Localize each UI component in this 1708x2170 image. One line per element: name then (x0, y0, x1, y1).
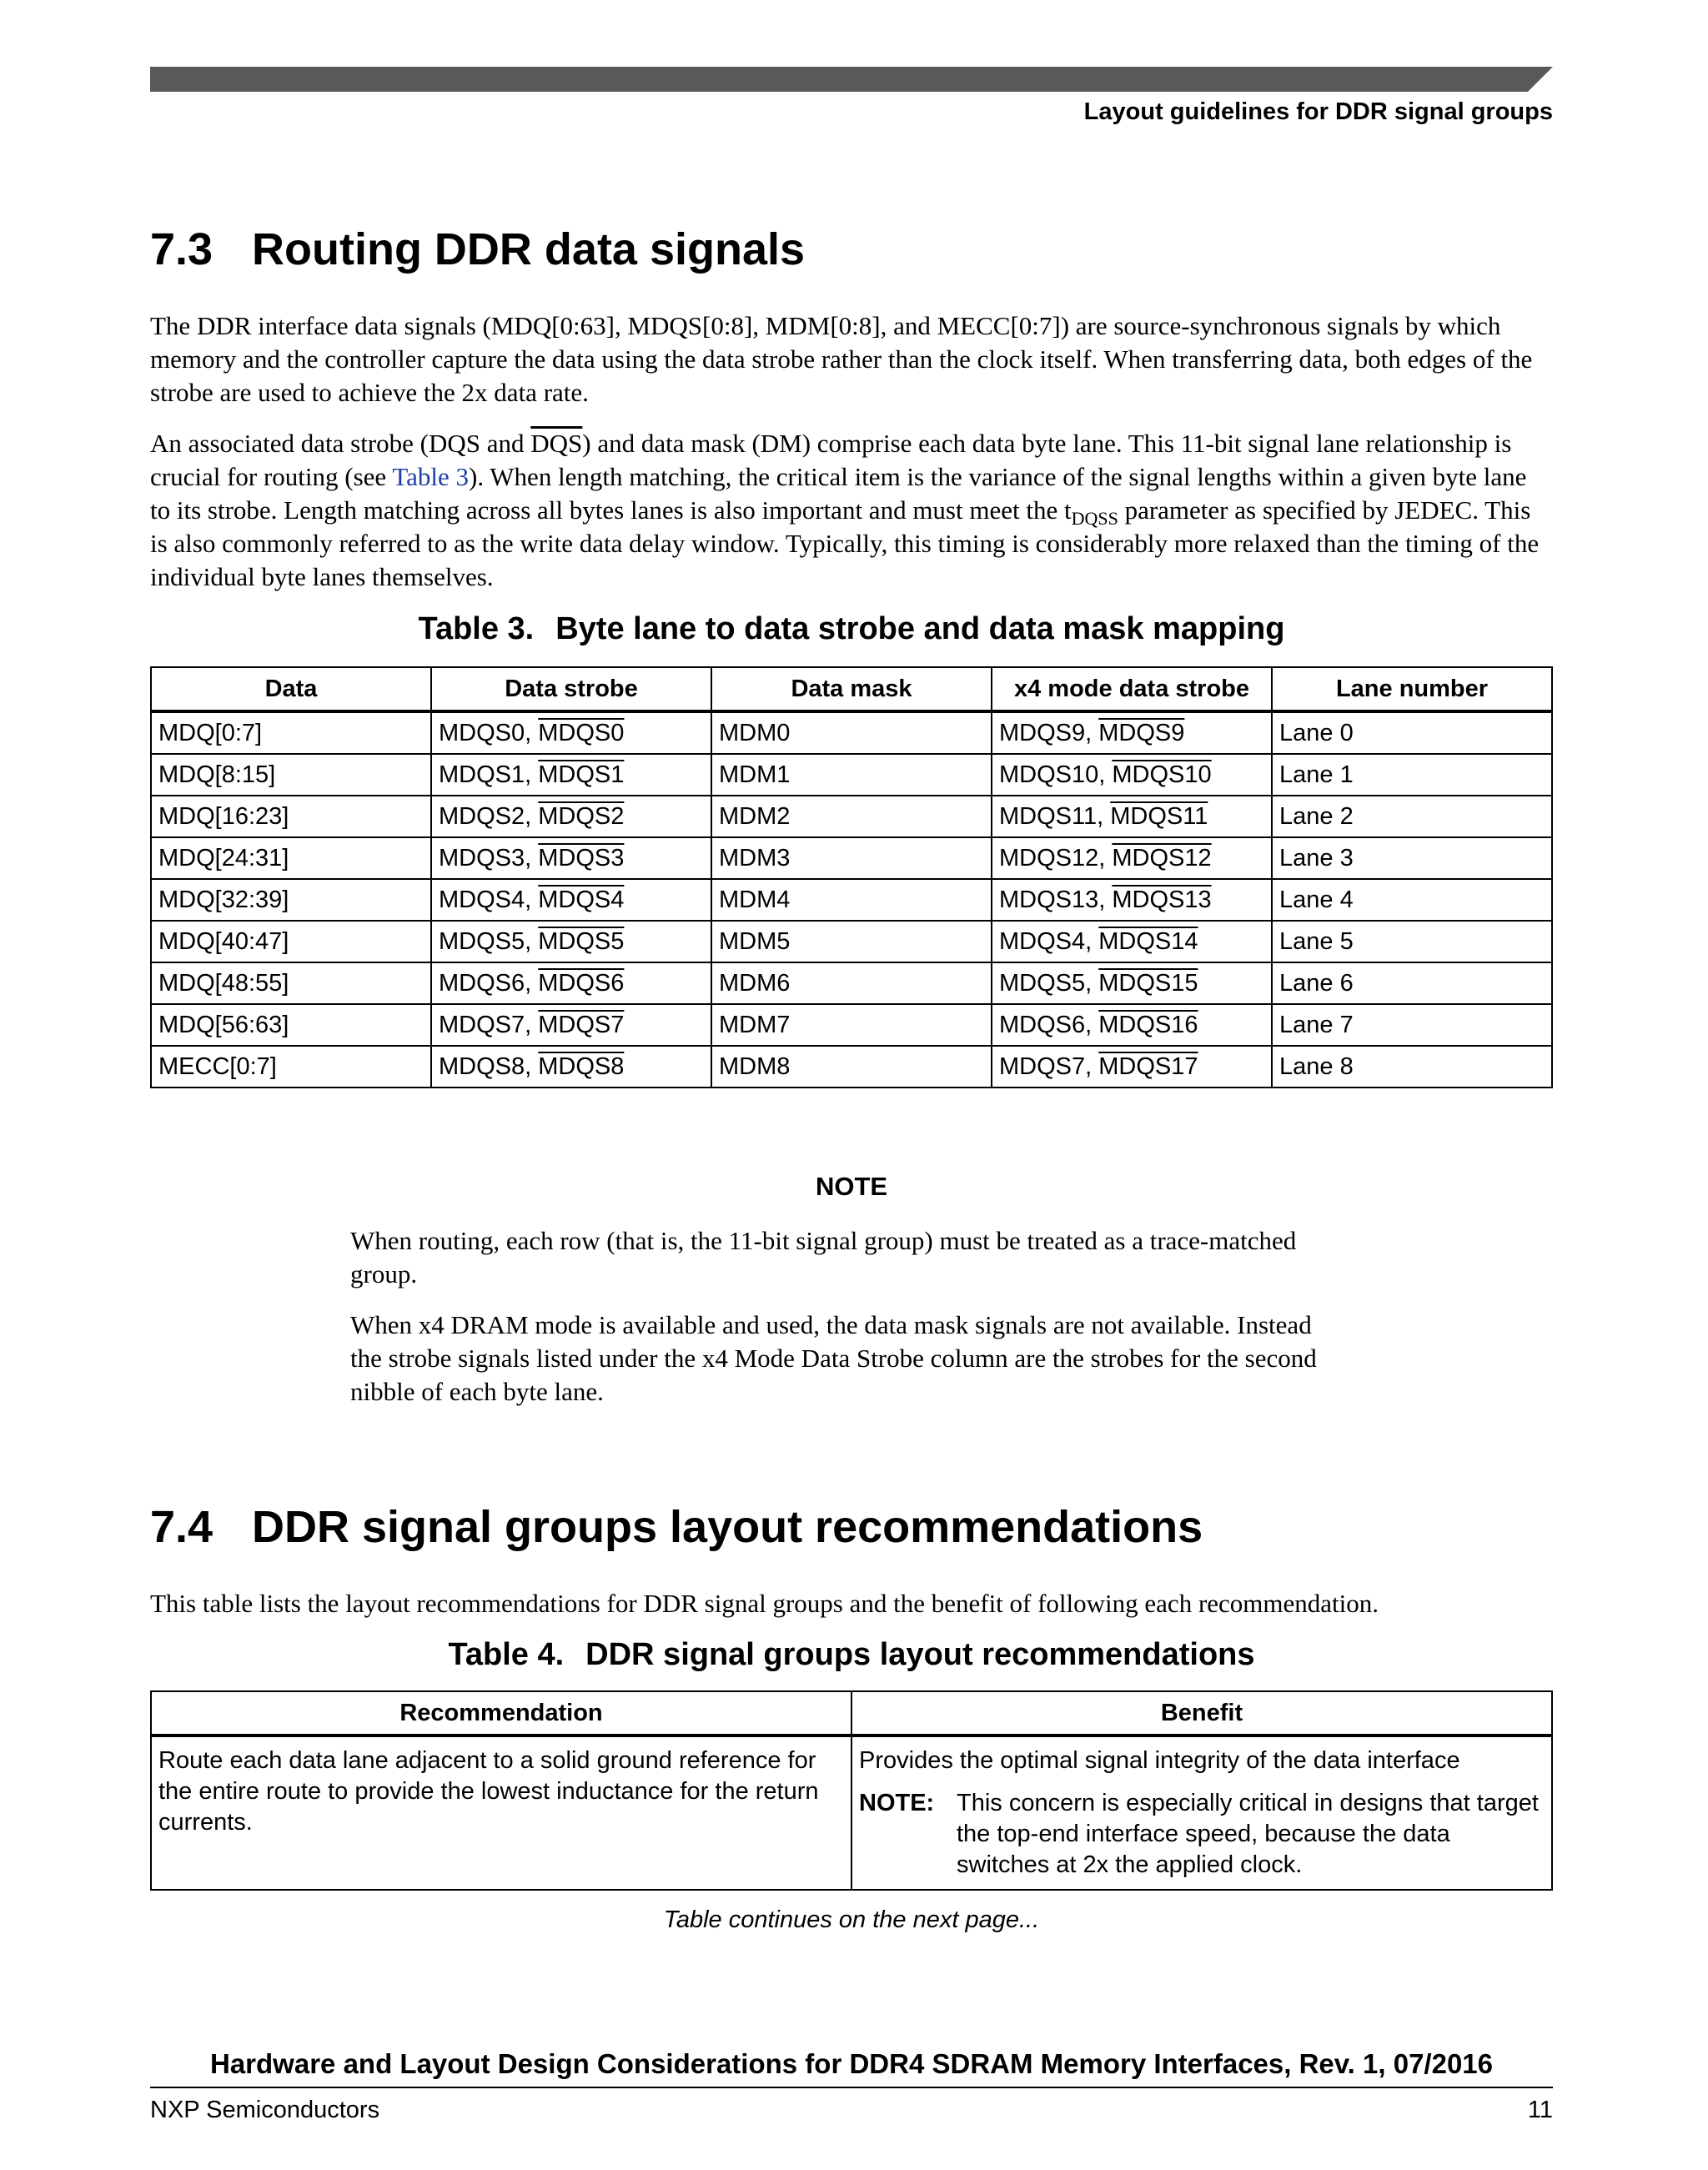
note-title: NOTE (815, 1172, 888, 1201)
table-row (151, 837, 1552, 879)
strobe-bar-text: MDQS1 (538, 761, 625, 788)
cell-mask: MDM2 (711, 796, 992, 837)
strobe-bar-text: MDQS3 (538, 844, 625, 872)
table-title: DDR signal groups layout recommendations (585, 1637, 1255, 1672)
column-header: Data mask (711, 667, 992, 711)
table-row (151, 962, 1552, 1004)
table-number: Table 3. (418, 611, 535, 646)
table-row (151, 711, 1552, 754)
cell-mask: MDM3 (711, 837, 992, 879)
cell-x4 (992, 921, 1272, 962)
cell-strobe (431, 1004, 711, 1046)
text-run: An associated data strobe (DQS and (150, 429, 531, 458)
benefit-text: Provides the optimal signal integrity of the data interface (859, 1747, 1460, 1774)
table-row (151, 1004, 1552, 1046)
text-run: ). When length matching, the critical item is the variance of the signal lengths within a given byte lane to its strobe. Length matching across all bytes lanes is also important and must meet the t (150, 462, 1527, 525)
strobe-text: MDQS0, (439, 719, 539, 746)
table-title: Byte lane to data strobe and data mask mapping (555, 611, 1285, 646)
cell-mask: MDM6 (711, 962, 992, 1004)
header-bar (150, 67, 1553, 92)
cell-mask: MDM1 (711, 754, 992, 796)
x4-text: MDQS9, (999, 719, 1099, 746)
cell-strobe (431, 711, 711, 754)
x4-text: MDQS10, (999, 761, 1113, 788)
text-run: parameter as specified by JEDEC. This is also commonly referred to as the write data delay window. Typically, this timing is considerably more relaxed than the timing of the individual byte lanes themselves. (150, 495, 1540, 591)
footer-doc-title: Hardware and Layout Design Considerations for DDR4 SDRAM Memory Interfaces, Rev. 1, 07/2016 (210, 2048, 1493, 2079)
table-4-caption (150, 1637, 1553, 1673)
cell-data: MDQ[16:23] (151, 796, 431, 837)
strobe-text: MDQS1, (439, 761, 539, 788)
strobe-bar-text: MDQS4 (538, 886, 625, 913)
cell-strobe (431, 837, 711, 879)
strobe-text: MDQS2, (439, 802, 539, 830)
note-text: This concern is especially critical in designs that target the top-end interface speed, because the data switches at 2x the applied clock. (957, 1790, 1539, 1878)
cell-x4 (992, 962, 1272, 1004)
cell-x4 (992, 879, 1272, 921)
table-3-link[interactable]: Table 3 (392, 462, 470, 491)
x4-text: MDQS11, (999, 802, 1111, 830)
cell-lane: Lane 2 (1272, 796, 1552, 837)
strobe-bar-text: MDQS6 (538, 969, 625, 997)
footer-company: NXP Semiconductors (150, 2097, 380, 2123)
strobe-text: MDQS5, (439, 927, 539, 955)
cell-data: MECC[0:7] (151, 1046, 431, 1088)
text-run: ) and data mask (DM) comprise each data byte lane. This 11-bit signal lane relationship is crucial for routing (see (150, 429, 1512, 491)
cell-data: MDQ[56:63] (151, 1004, 431, 1046)
section-title: Routing DDR data signals (252, 224, 806, 274)
x4-bar-text: MDQS15 (1098, 969, 1198, 997)
table-row (151, 1046, 1552, 1088)
x4-text: MDQS6, (999, 1011, 1099, 1038)
table-4 (150, 1690, 1553, 1891)
cell-benefit (851, 1735, 1552, 1890)
strobe-bar-text: MDQS5 (538, 927, 625, 955)
cell-data: MDQ[32:39] (151, 879, 431, 921)
benefit-note (859, 1788, 1545, 1881)
cell-strobe (431, 879, 711, 921)
section-heading-7-3 (150, 224, 805, 275)
x4-bar-text: MDQS16 (1098, 1011, 1198, 1038)
strobe-bar-text: MDQS2 (538, 802, 625, 830)
cell-x4 (992, 1004, 1272, 1046)
column-header: Data (151, 667, 431, 711)
cell-data: MDQ[24:31] (151, 837, 431, 879)
cell-mask: MDM4 (711, 879, 992, 921)
strobe-text: MDQS6, (439, 969, 539, 997)
running-header: Layout guidelines for DDR signal groups (1083, 98, 1553, 125)
cell-recommendation: Route each data lane adjacent to a solid ground reference for the entire route to provide the lowest inductance for the return currents. (151, 1735, 851, 1890)
x4-text: MDQS7, (999, 1052, 1099, 1080)
cell-data: MDQ[48:55] (151, 962, 431, 1004)
table-row (151, 754, 1552, 796)
cell-lane: Lane 1 (1272, 754, 1552, 796)
column-header: Data strobe (431, 667, 711, 711)
cell-lane: Lane 3 (1272, 837, 1552, 879)
table-number: Table 4. (448, 1637, 565, 1672)
x4-text: MDQS12, (999, 844, 1113, 872)
strobe-text: MDQS4, (439, 886, 539, 913)
paragraph-table-intro: This table lists the layout recommendations for DDR signal groups and the benefit of following each recommendation. (150, 1589, 1379, 1618)
cell-data: MDQ[0:7] (151, 711, 431, 754)
note-label: NOTE: (859, 1790, 935, 1816)
table-row (151, 1735, 1552, 1890)
cell-mask: MDM7 (711, 1004, 992, 1046)
cell-strobe (431, 962, 711, 1004)
x4-text: MDQS4, (999, 927, 1099, 955)
x4-bar-text: MDQS17 (1098, 1052, 1198, 1080)
page-number: 11 (1527, 2097, 1553, 2123)
cell-lane: Lane 7 (1272, 1004, 1552, 1046)
dqs-bar-text: $\overline{DQS}$ (530, 429, 583, 458)
cell-x4 (992, 754, 1272, 796)
cell-lane: Lane 5 (1272, 921, 1552, 962)
cell-x4 (992, 837, 1272, 879)
cell-lane: Lane 8 (1272, 1046, 1552, 1088)
cell-x4 (992, 711, 1272, 754)
footer-divider (150, 2087, 1553, 2088)
cell-strobe (431, 921, 711, 962)
cell-lane: Lane 4 (1272, 879, 1552, 921)
x4-bar-text: MDQS9 (1098, 719, 1185, 746)
table-header-row (151, 1691, 1552, 1735)
x4-bar-text: MDQS13 (1112, 886, 1212, 913)
cell-data: MDQ[40:47] (151, 921, 431, 962)
x4-text: MDQS5, (999, 969, 1099, 997)
cell-lane: Lane 6 (1272, 962, 1552, 1004)
x4-bar-text: MDQS11 (1110, 802, 1208, 830)
strobe-bar-text: MDQS8 (538, 1052, 625, 1080)
strobe-text: MDQS8, (439, 1052, 539, 1080)
column-header: Lane number (1272, 667, 1552, 711)
strobe-bar-text: MDQS7 (538, 1011, 625, 1038)
cell-mask: MDM8 (711, 1046, 992, 1088)
cell-data: MDQ[8:15] (151, 754, 431, 796)
table-row (151, 796, 1552, 837)
cell-x4 (992, 1046, 1272, 1088)
section-number: 7.4 (150, 1502, 214, 1552)
x4-text: MDQS13, (999, 886, 1113, 913)
table-header-row (151, 667, 1552, 711)
note-paragraph: When x4 DRAM mode is available and used, the data mask signals are not available. Instead the strobe signals listed under the x4 Mode Data Strobe column are the strobes for the second nibble of each byte lane. (350, 1310, 1317, 1406)
cell-x4 (992, 796, 1272, 837)
x4-bar-text: MDQS12 (1112, 844, 1212, 872)
x4-bar-text: MDQS10 (1112, 761, 1212, 788)
cell-strobe (431, 754, 711, 796)
paragraph-intro: The DDR interface data signals (MDQ[0:63], MDQS[0:8], MDM[0:8], and MECC[0:7]) are source-synchronous signals by which memory and the controller capture the data using the data strobe rather than the clock itself. When transferring data, both edges of the strobe are used to achieve the 2x data rate. (150, 311, 1533, 407)
column-header: x4 mode data strobe (992, 667, 1272, 711)
column-header: Benefit (851, 1691, 1552, 1735)
section-number: 7.3 (150, 224, 214, 274)
section-title: DDR signal groups layout recommendations (252, 1502, 1203, 1552)
table-row (151, 879, 1552, 921)
table-continues-note: Table continues on the next page... (663, 1906, 1040, 1933)
section-heading-7-4 (150, 1501, 1203, 1553)
table-3 (150, 666, 1553, 1088)
cell-mask: MDM5 (711, 921, 992, 962)
cell-strobe (431, 796, 711, 837)
x4-bar-text: MDQS14 (1098, 927, 1198, 955)
column-header: Recommendation (151, 1691, 851, 1735)
strobe-text: MDQS7, (439, 1011, 539, 1038)
cell-strobe (431, 1046, 711, 1088)
note-paragraph: When routing, each row (that is, the 11-bit signal group) must be treated as a trace-matched group. (350, 1226, 1297, 1288)
paragraph-strobe (150, 427, 1551, 594)
strobe-text: MDQS3, (439, 844, 539, 872)
subscript-dqss: DQSS (1071, 508, 1118, 529)
cell-mask: MDM0 (711, 711, 992, 754)
strobe-bar-text: MDQS0 (538, 719, 625, 746)
table-row (151, 921, 1552, 962)
table-3-caption (150, 611, 1553, 647)
cell-lane: Lane 0 (1272, 711, 1552, 754)
